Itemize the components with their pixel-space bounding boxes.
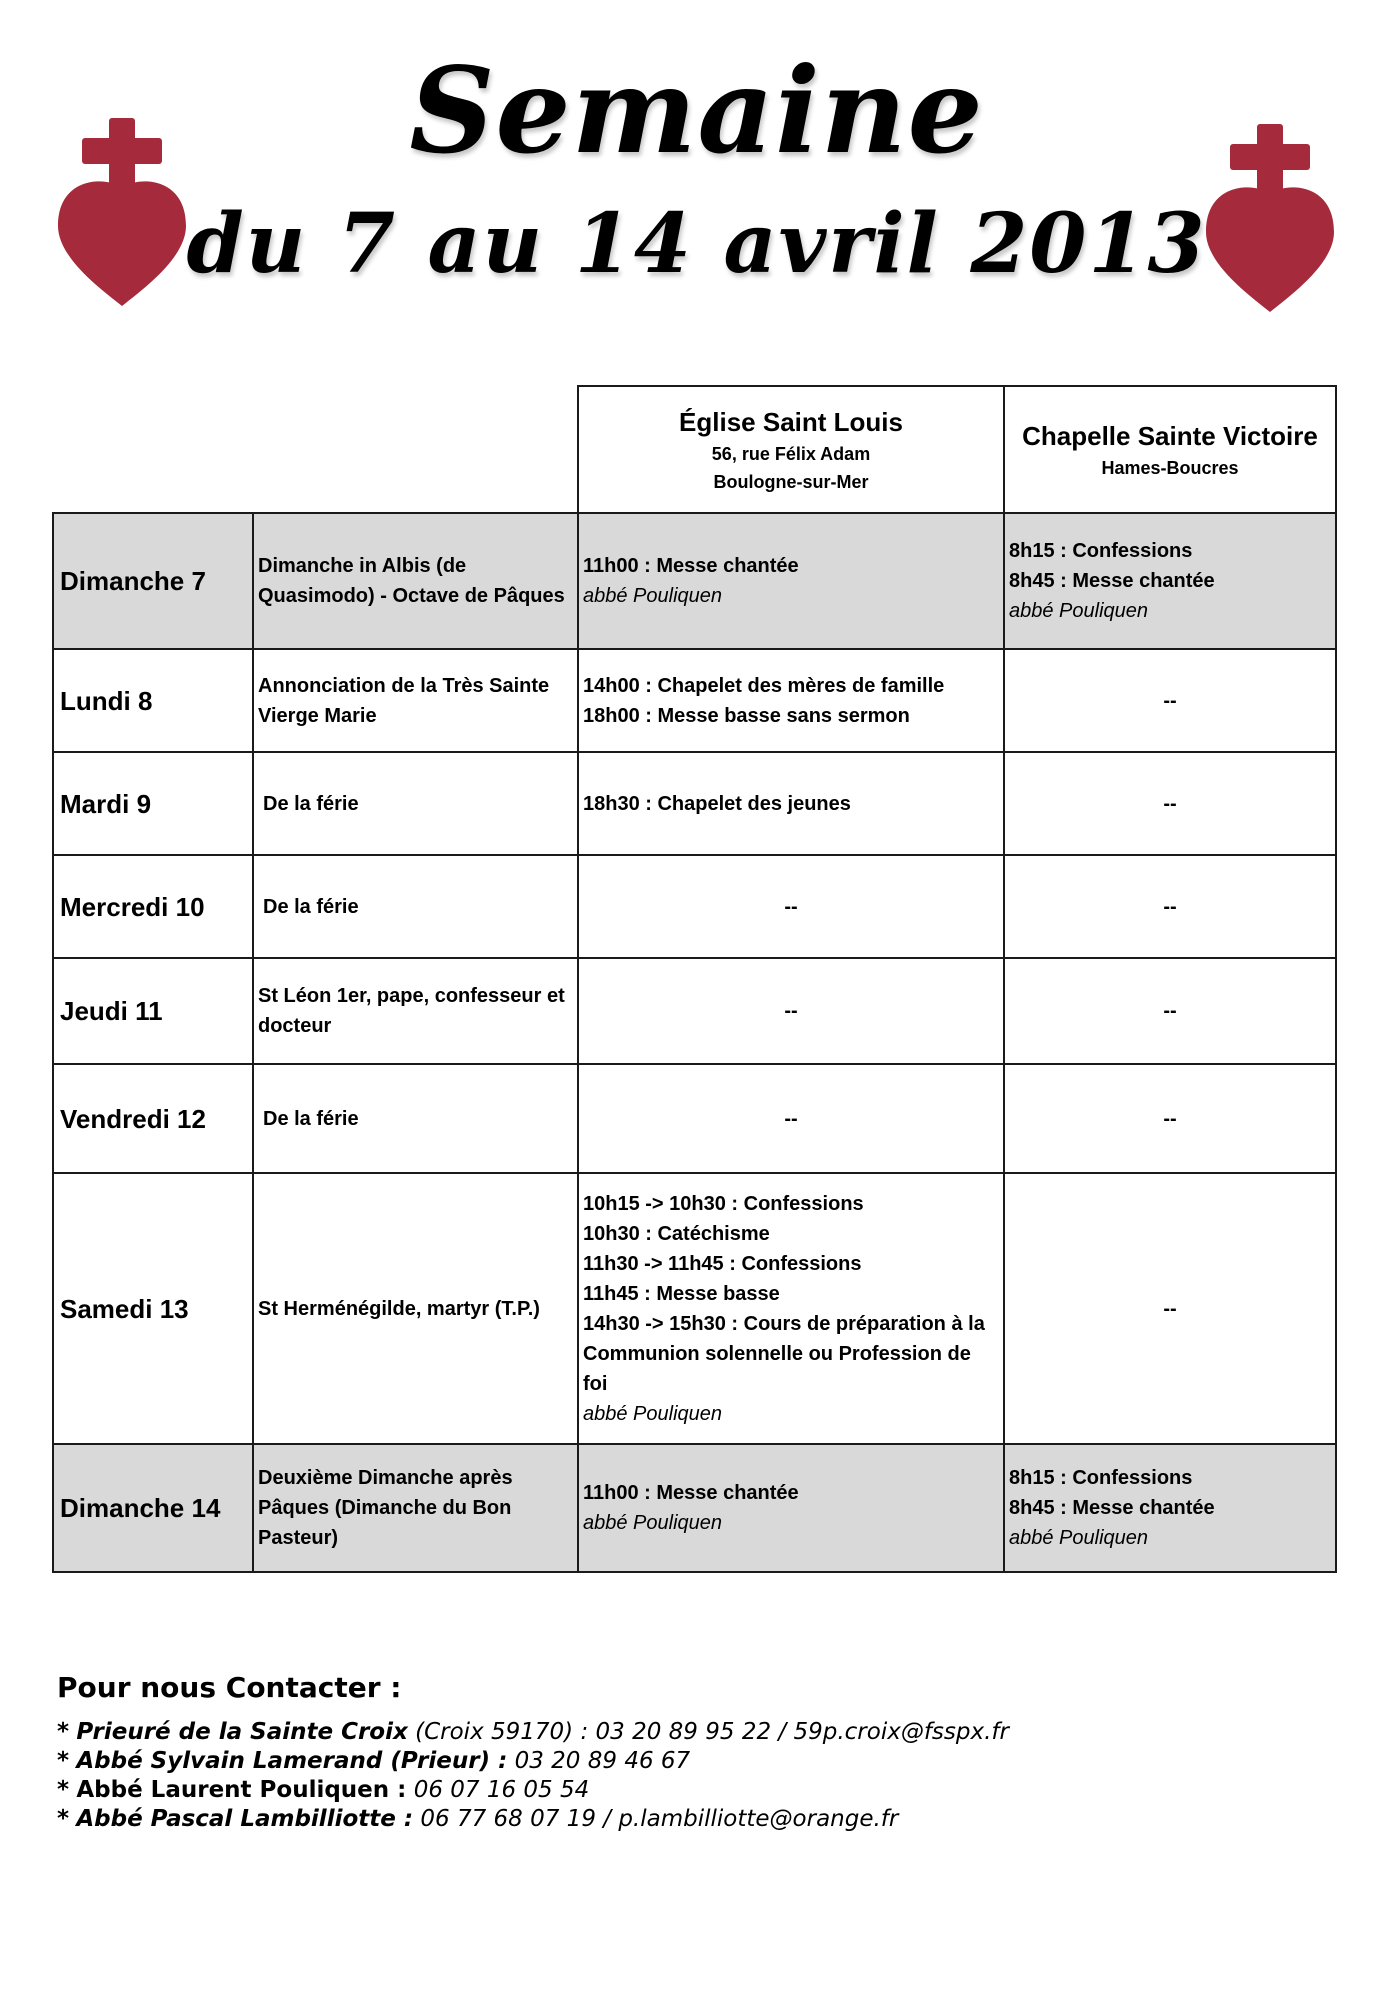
saint-louis-cell <box>578 1444 1004 1572</box>
feast-cell: De la férie <box>253 855 578 958</box>
sainte-victoire-cell: -- <box>1004 1173 1336 1444</box>
contact-email-link[interactable]: 59p.croix@fsspx.fr <box>793 1719 1009 1745</box>
contact-name: Abbé Pascal Lambilliotte : <box>76 1806 414 1832</box>
contact-email-link[interactable]: p.lambilliotte@orange.fr <box>618 1806 899 1832</box>
sainte-victoire-cell: -- <box>1004 958 1336 1064</box>
bullet: * <box>57 1719 70 1745</box>
celebrant: abbé Pouliquen <box>583 585 723 607</box>
contact-name: Prieuré de la Sainte Croix <box>76 1719 408 1745</box>
feast-cell: Annonciation de la Très Sainte Vierge Marie <box>253 649 578 752</box>
day-cell: Samedi 13 <box>53 1173 253 1444</box>
day-cell: Vendredi 12 <box>53 1064 253 1173</box>
contact-entry <box>57 1776 1009 1805</box>
day-cell: Dimanche 14 <box>53 1444 253 1572</box>
sainte-victoire-cell <box>1004 1444 1336 1572</box>
bullet: * <box>57 1777 70 1803</box>
saint-louis-cell: -- <box>578 855 1004 958</box>
sainte-victoire-cell: -- <box>1004 752 1336 855</box>
service-entry: 8h45 : Messe chantée <box>1009 570 1215 592</box>
contact-name: Abbé Sylvain Lamerand (Prieur) : <box>76 1748 508 1774</box>
day-cell: Lundi 8 <box>53 649 253 752</box>
table-row <box>53 752 1336 855</box>
saint-louis-cell: -- <box>578 958 1004 1064</box>
service-entry: 14h30 -> 15h30 : Cours de préparation à la Communion solennelle ou Profession de foi <box>583 1312 985 1395</box>
day-cell: Mercredi 10 <box>53 855 253 958</box>
separator: / <box>595 1806 619 1832</box>
schedule-table <box>52 385 1337 1573</box>
bullet: * <box>57 1748 70 1774</box>
page-subtitle: du 7 au 14 avril 2013 <box>186 196 1207 292</box>
contact-location: (Croix 59170) : <box>407 1719 596 1745</box>
table-row <box>53 513 1336 649</box>
service-entry: 11h00 : Messe chantée <box>583 1482 799 1504</box>
celebrant: abbé Pouliquen <box>1009 600 1149 622</box>
church-name: Église Saint Louis <box>679 406 903 437</box>
contact-phone[interactable]: 03 20 89 46 67 <box>514 1748 691 1774</box>
celebrant: abbé Pouliquen <box>583 1512 723 1534</box>
column-header-sainte-victoire <box>1004 386 1336 513</box>
contact-phone[interactable]: 03 20 89 95 22 <box>595 1719 772 1745</box>
church-city: Boulogne-sur-Mer <box>713 471 869 492</box>
contact-phone[interactable]: 06 77 68 07 19 <box>420 1806 596 1832</box>
saint-louis-cell <box>578 752 1004 855</box>
table-row <box>53 649 1336 752</box>
chapel-location: Hames-Boucres <box>1101 457 1239 478</box>
contact-phone[interactable]: 06 07 16 05 54 <box>413 1777 590 1803</box>
contact-section <box>57 1668 1009 1834</box>
feast-cell: De la férie <box>253 752 578 855</box>
contact-name: Abbé Laurent Pouliquen : <box>76 1777 407 1803</box>
day-cell: Dimanche 7 <box>53 513 253 649</box>
contact-title: Pour nous Contacter : <box>57 1671 402 1704</box>
feast-cell: De la férie <box>253 1064 578 1173</box>
table-row <box>53 1064 1336 1173</box>
contact-entry <box>57 1805 1009 1834</box>
service-entry: 8h15 : Confessions <box>1009 540 1193 562</box>
service-entry: 14h00 : Chapelet des mères de famille <box>583 674 945 697</box>
table-row <box>53 855 1336 958</box>
service-entry: 11h45 : Messe basse <box>583 1282 780 1305</box>
column-header-saint-louis <box>578 386 1004 513</box>
sainte-victoire-cell: -- <box>1004 649 1336 752</box>
separator: / <box>771 1719 794 1745</box>
church-address: 56, rue Félix Adam <box>711 443 871 464</box>
service-entry: 11h00 : Messe chantée <box>583 555 799 577</box>
contact-list <box>57 1718 1009 1834</box>
page-title: Semaine <box>409 41 984 180</box>
service-entry: 10h15 -> 10h30 : Confessions <box>583 1192 864 1215</box>
bullet: * <box>57 1806 70 1832</box>
saint-louis-cell <box>578 513 1004 649</box>
celebrant: abbé Pouliquen <box>1009 1527 1149 1549</box>
table-header-row <box>53 386 1336 513</box>
service-entry: 8h45 : Messe chantée <box>1009 1497 1215 1519</box>
contact-entry <box>57 1718 1009 1747</box>
contact-entry <box>57 1747 1009 1776</box>
chapel-name: Chapelle Sainte Victoire <box>1022 420 1318 451</box>
sainte-victoire-cell: -- <box>1004 1064 1336 1173</box>
service-entry: 8h15 : Confessions <box>1009 1467 1193 1489</box>
service-entry: 18h30 : Chapelet des jeunes <box>583 792 851 815</box>
service-entry: 18h00 : Messe basse sans sermon <box>583 704 910 727</box>
saint-louis-cell <box>578 649 1004 752</box>
sainte-victoire-cell <box>1004 513 1336 649</box>
table-row <box>53 1173 1336 1444</box>
day-cell: Mardi 9 <box>53 752 253 855</box>
sainte-victoire-cell: -- <box>1004 855 1336 958</box>
feast-cell: St Léon 1er, pape, confesseur et docteur <box>253 958 578 1064</box>
feast-cell: St Herménégilde, martyr (T.P.) <box>253 1173 578 1444</box>
feast-cell: Dimanche in Albis (de Quasimodo) - Octave de Pâques <box>253 513 578 649</box>
service-entry: 10h30 : Catéchisme <box>583 1222 770 1245</box>
feast-cell: Deuxième Dimanche après Pâques (Dimanche du Bon Pasteur) <box>253 1444 578 1572</box>
saint-louis-cell <box>578 1173 1004 1444</box>
celebrant: abbé Pouliquen <box>583 1402 723 1425</box>
saint-louis-cell: -- <box>578 1064 1004 1173</box>
service-entry: 11h30 -> 11h45 : Confessions <box>583 1252 862 1275</box>
day-cell: Jeudi 11 <box>53 958 253 1064</box>
table-row <box>53 1444 1336 1572</box>
table-row <box>53 958 1336 1064</box>
